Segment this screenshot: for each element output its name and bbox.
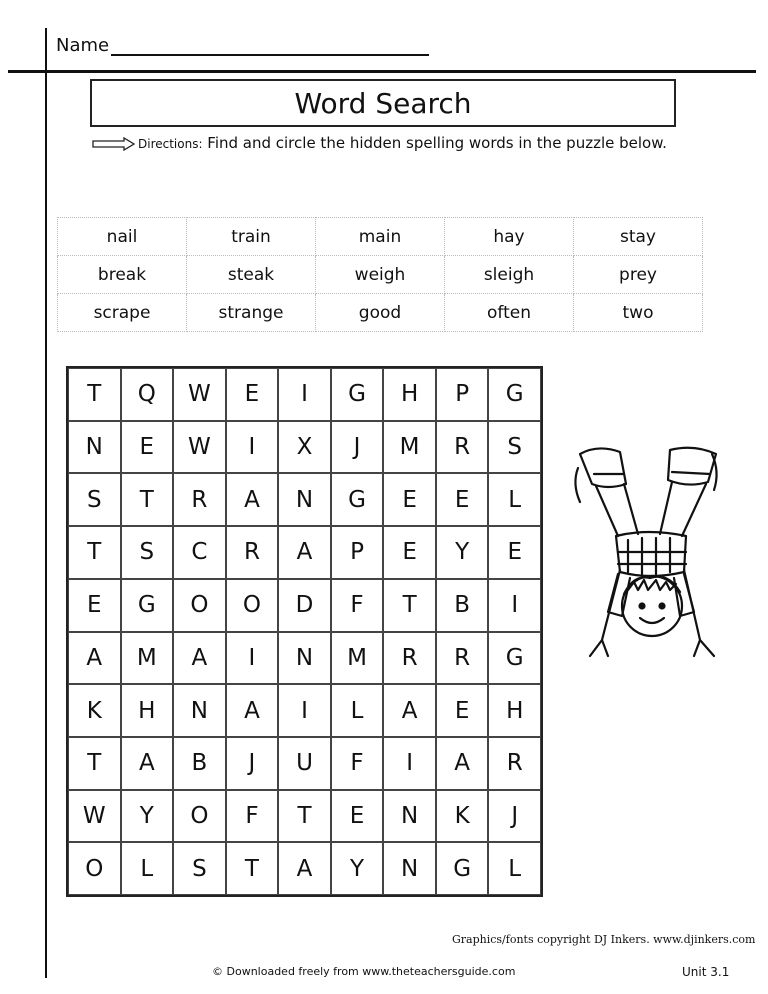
grid-cell[interactable]: T	[121, 473, 174, 526]
grid-cell[interactable]: E	[383, 473, 436, 526]
grid-cell[interactable]: A	[68, 632, 121, 685]
unit-label: Unit 3.1	[682, 965, 730, 979]
word-item: nail	[58, 218, 187, 256]
grid-cell[interactable]: F	[331, 579, 384, 632]
grid-cell[interactable]: P	[331, 526, 384, 579]
grid-cell[interactable]: G	[121, 579, 174, 632]
copyright-credit: Graphics/fonts copyright DJ Inkers. www.djinkers.com	[452, 933, 756, 946]
grid-cell[interactable]: S	[68, 473, 121, 526]
grid-cell[interactable]: L	[488, 842, 541, 895]
word-item: steak	[187, 256, 316, 294]
grid-cell[interactable]: J	[331, 421, 384, 474]
grid-cell[interactable]: R	[383, 632, 436, 685]
word-item: weigh	[316, 256, 445, 294]
grid-cell[interactable]: G	[488, 368, 541, 421]
word-item: hay	[445, 218, 574, 256]
grid-cell[interactable]: A	[383, 684, 436, 737]
grid-cell[interactable]: N	[68, 421, 121, 474]
grid-cell[interactable]: L	[121, 842, 174, 895]
grid-cell[interactable]: A	[121, 737, 174, 790]
word-item: strange	[187, 294, 316, 332]
grid-cell[interactable]: I	[226, 632, 279, 685]
grid-cell[interactable]: J	[226, 737, 279, 790]
grid-cell[interactable]: G	[436, 842, 489, 895]
word-item: scrape	[58, 294, 187, 332]
arrow-right-icon	[92, 137, 136, 151]
grid-cell[interactable]: N	[173, 684, 226, 737]
page-title: Word Search	[90, 79, 676, 127]
grid-cell[interactable]: B	[173, 737, 226, 790]
grid-cell[interactable]: O	[226, 579, 279, 632]
grid-cell[interactable]: N	[278, 632, 331, 685]
grid-cell[interactable]: G	[331, 368, 384, 421]
letter-grid	[66, 366, 543, 897]
grid-cell[interactable]: A	[226, 473, 279, 526]
grid-cell[interactable]: J	[488, 790, 541, 843]
grid-cell[interactable]: T	[68, 368, 121, 421]
grid-cell[interactable]: L	[488, 473, 541, 526]
grid-cell[interactable]: G	[488, 632, 541, 685]
grid-cell[interactable]: S	[488, 421, 541, 474]
grid-cell[interactable]: F	[226, 790, 279, 843]
grid-cell[interactable]: H	[383, 368, 436, 421]
grid-cell[interactable]: E	[436, 473, 489, 526]
word-item: stay	[574, 218, 703, 256]
grid-cell[interactable]: I	[278, 368, 331, 421]
grid-cell[interactable]: R	[488, 737, 541, 790]
grid-cell[interactable]: C	[173, 526, 226, 579]
grid-cell[interactable]: N	[383, 790, 436, 843]
grid-cell[interactable]: T	[383, 579, 436, 632]
grid-cell[interactable]: K	[68, 684, 121, 737]
grid-cell[interactable]: A	[278, 842, 331, 895]
handstand-kid-illustration	[568, 444, 724, 684]
grid-cell[interactable]: O	[173, 579, 226, 632]
grid-cell[interactable]: P	[436, 368, 489, 421]
word-item: break	[58, 256, 187, 294]
word-item: good	[316, 294, 445, 332]
grid-cell[interactable]: X	[278, 421, 331, 474]
grid-cell[interactable]: R	[173, 473, 226, 526]
grid-cell[interactable]: M	[383, 421, 436, 474]
grid-cell[interactable]: L	[331, 684, 384, 737]
name-row	[56, 34, 429, 56]
grid-cell[interactable]: H	[121, 684, 174, 737]
grid-cell[interactable]: E	[68, 579, 121, 632]
grid-cell[interactable]: T	[68, 737, 121, 790]
grid-cell[interactable]: A	[436, 737, 489, 790]
word-item: prey	[574, 256, 703, 294]
grid-cell[interactable]: T	[226, 842, 279, 895]
grid-cell[interactable]: A	[173, 632, 226, 685]
grid-cell[interactable]: R	[436, 421, 489, 474]
grid-cell[interactable]: R	[226, 526, 279, 579]
grid-cell[interactable]: O	[173, 790, 226, 843]
grid-cell[interactable]: E	[331, 790, 384, 843]
grid-cell[interactable]: B	[436, 579, 489, 632]
word-item: often	[445, 294, 574, 332]
grid-cell[interactable]: O	[68, 842, 121, 895]
grid-cell[interactable]: D	[278, 579, 331, 632]
word-item: main	[316, 218, 445, 256]
grid-cell[interactable]: Y	[121, 790, 174, 843]
word-row	[58, 294, 703, 332]
grid-cell[interactable]: W	[68, 790, 121, 843]
grid-cell[interactable]: E	[121, 421, 174, 474]
grid-cell[interactable]: H	[488, 684, 541, 737]
grid-cell[interactable]: W	[173, 368, 226, 421]
name-label: Name	[56, 35, 110, 56]
grid-cell[interactable]: T	[68, 526, 121, 579]
grid-cell[interactable]: I	[488, 579, 541, 632]
word-item: train	[187, 218, 316, 256]
grid-cell[interactable]: E	[436, 684, 489, 737]
grid-cell[interactable]: M	[121, 632, 174, 685]
word-list	[57, 217, 703, 332]
name-blank[interactable]	[111, 34, 429, 56]
word-row	[58, 218, 703, 256]
margin-line	[45, 28, 47, 978]
grid-cell[interactable]: I	[226, 421, 279, 474]
grid-cell[interactable]: S	[121, 526, 174, 579]
grid-cell[interactable]: U	[278, 737, 331, 790]
grid-cell[interactable]: G	[331, 473, 384, 526]
grid-cell[interactable]: A	[226, 684, 279, 737]
grid-cell[interactable]: Y	[331, 842, 384, 895]
grid-cell[interactable]: F	[331, 737, 384, 790]
grid-cell[interactable]: N	[383, 842, 436, 895]
grid-cell[interactable]: R	[436, 632, 489, 685]
word-row	[58, 256, 703, 294]
grid-cell[interactable]: I	[278, 684, 331, 737]
header-divider	[8, 70, 756, 73]
grid-cell[interactable]: W	[173, 421, 226, 474]
grid-cell[interactable]: Y	[436, 526, 489, 579]
grid-cell[interactable]: T	[278, 790, 331, 843]
grid-cell[interactable]: Q	[121, 368, 174, 421]
directions-text: Find and circle the hidden spelling words in the puzzle below.	[202, 134, 667, 152]
grid-cell[interactable]: N	[278, 473, 331, 526]
grid-cell[interactable]: E	[226, 368, 279, 421]
directions	[92, 131, 682, 157]
footer-download-note: © Downloaded freely from www.theteachersguide.com	[212, 965, 516, 978]
word-item: two	[574, 294, 703, 332]
grid-cell[interactable]: E	[488, 526, 541, 579]
grid-cell[interactable]: E	[383, 526, 436, 579]
grid-cell[interactable]: A	[278, 526, 331, 579]
directions-label: Directions:	[138, 137, 203, 151]
grid-cell[interactable]: M	[331, 632, 384, 685]
grid-cell[interactable]: I	[383, 737, 436, 790]
grid-cell[interactable]: K	[436, 790, 489, 843]
word-item: sleigh	[445, 256, 574, 294]
grid-cell[interactable]: S	[173, 842, 226, 895]
